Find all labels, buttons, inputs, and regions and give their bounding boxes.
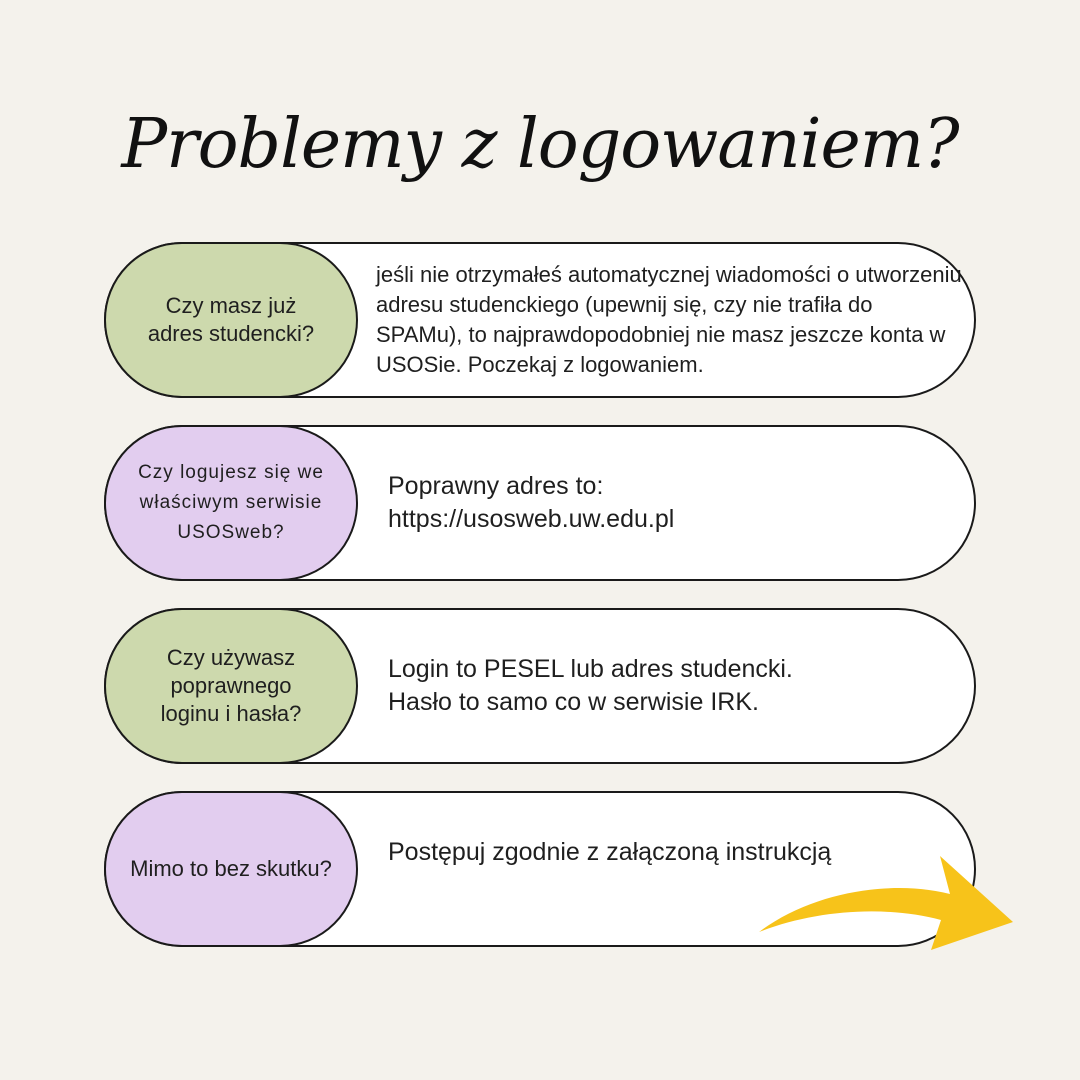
answer-line-1: Poprawny adres to: xyxy=(388,472,604,500)
faq-item-correct-service xyxy=(104,425,976,581)
question-text: Czy używasz poprawnego loginu i hasła? xyxy=(160,645,302,726)
question-text: Mimo to bez skutku? xyxy=(130,856,332,881)
curved-arrow-right-icon xyxy=(755,850,1015,960)
answer-text: Postępuj zgodnie z załączoną instrukcją xyxy=(388,838,832,866)
answer-text: jeśli nie otrzymałeś automatycznej wiadomości o utworzeniu adresu studenckiego (upewnij się, czy nie trafiła do SPAMu), to najprawdopodobniej nie masz jeszcze konta w USOSie. Poczekaj z logowaniem. xyxy=(376,262,962,377)
question-bubble xyxy=(104,608,358,764)
faq-item-login-password xyxy=(104,608,976,764)
answer-line-2: Hasło to samo co w serwisie IRK. xyxy=(388,688,759,716)
answer-text-container xyxy=(388,425,962,581)
question-bubble xyxy=(104,425,358,581)
answer-text-container xyxy=(388,608,962,764)
question-text: Czy masz już adres studencki? xyxy=(147,293,315,346)
page-title: Problemy z logowaniem? xyxy=(121,105,959,184)
faq-item-student-address xyxy=(104,242,976,398)
question-bubble xyxy=(104,791,358,947)
question-bubble xyxy=(104,242,358,398)
question-text: Czy logujesz się we właściwym serwisie USOSweb? xyxy=(138,462,324,543)
answer-text-container xyxy=(376,242,962,398)
service-url-link[interactable]: https://usosweb.uw.edu.pl xyxy=(388,505,675,533)
answer-line-1: Login to PESEL lub adres studencki. xyxy=(388,655,793,683)
